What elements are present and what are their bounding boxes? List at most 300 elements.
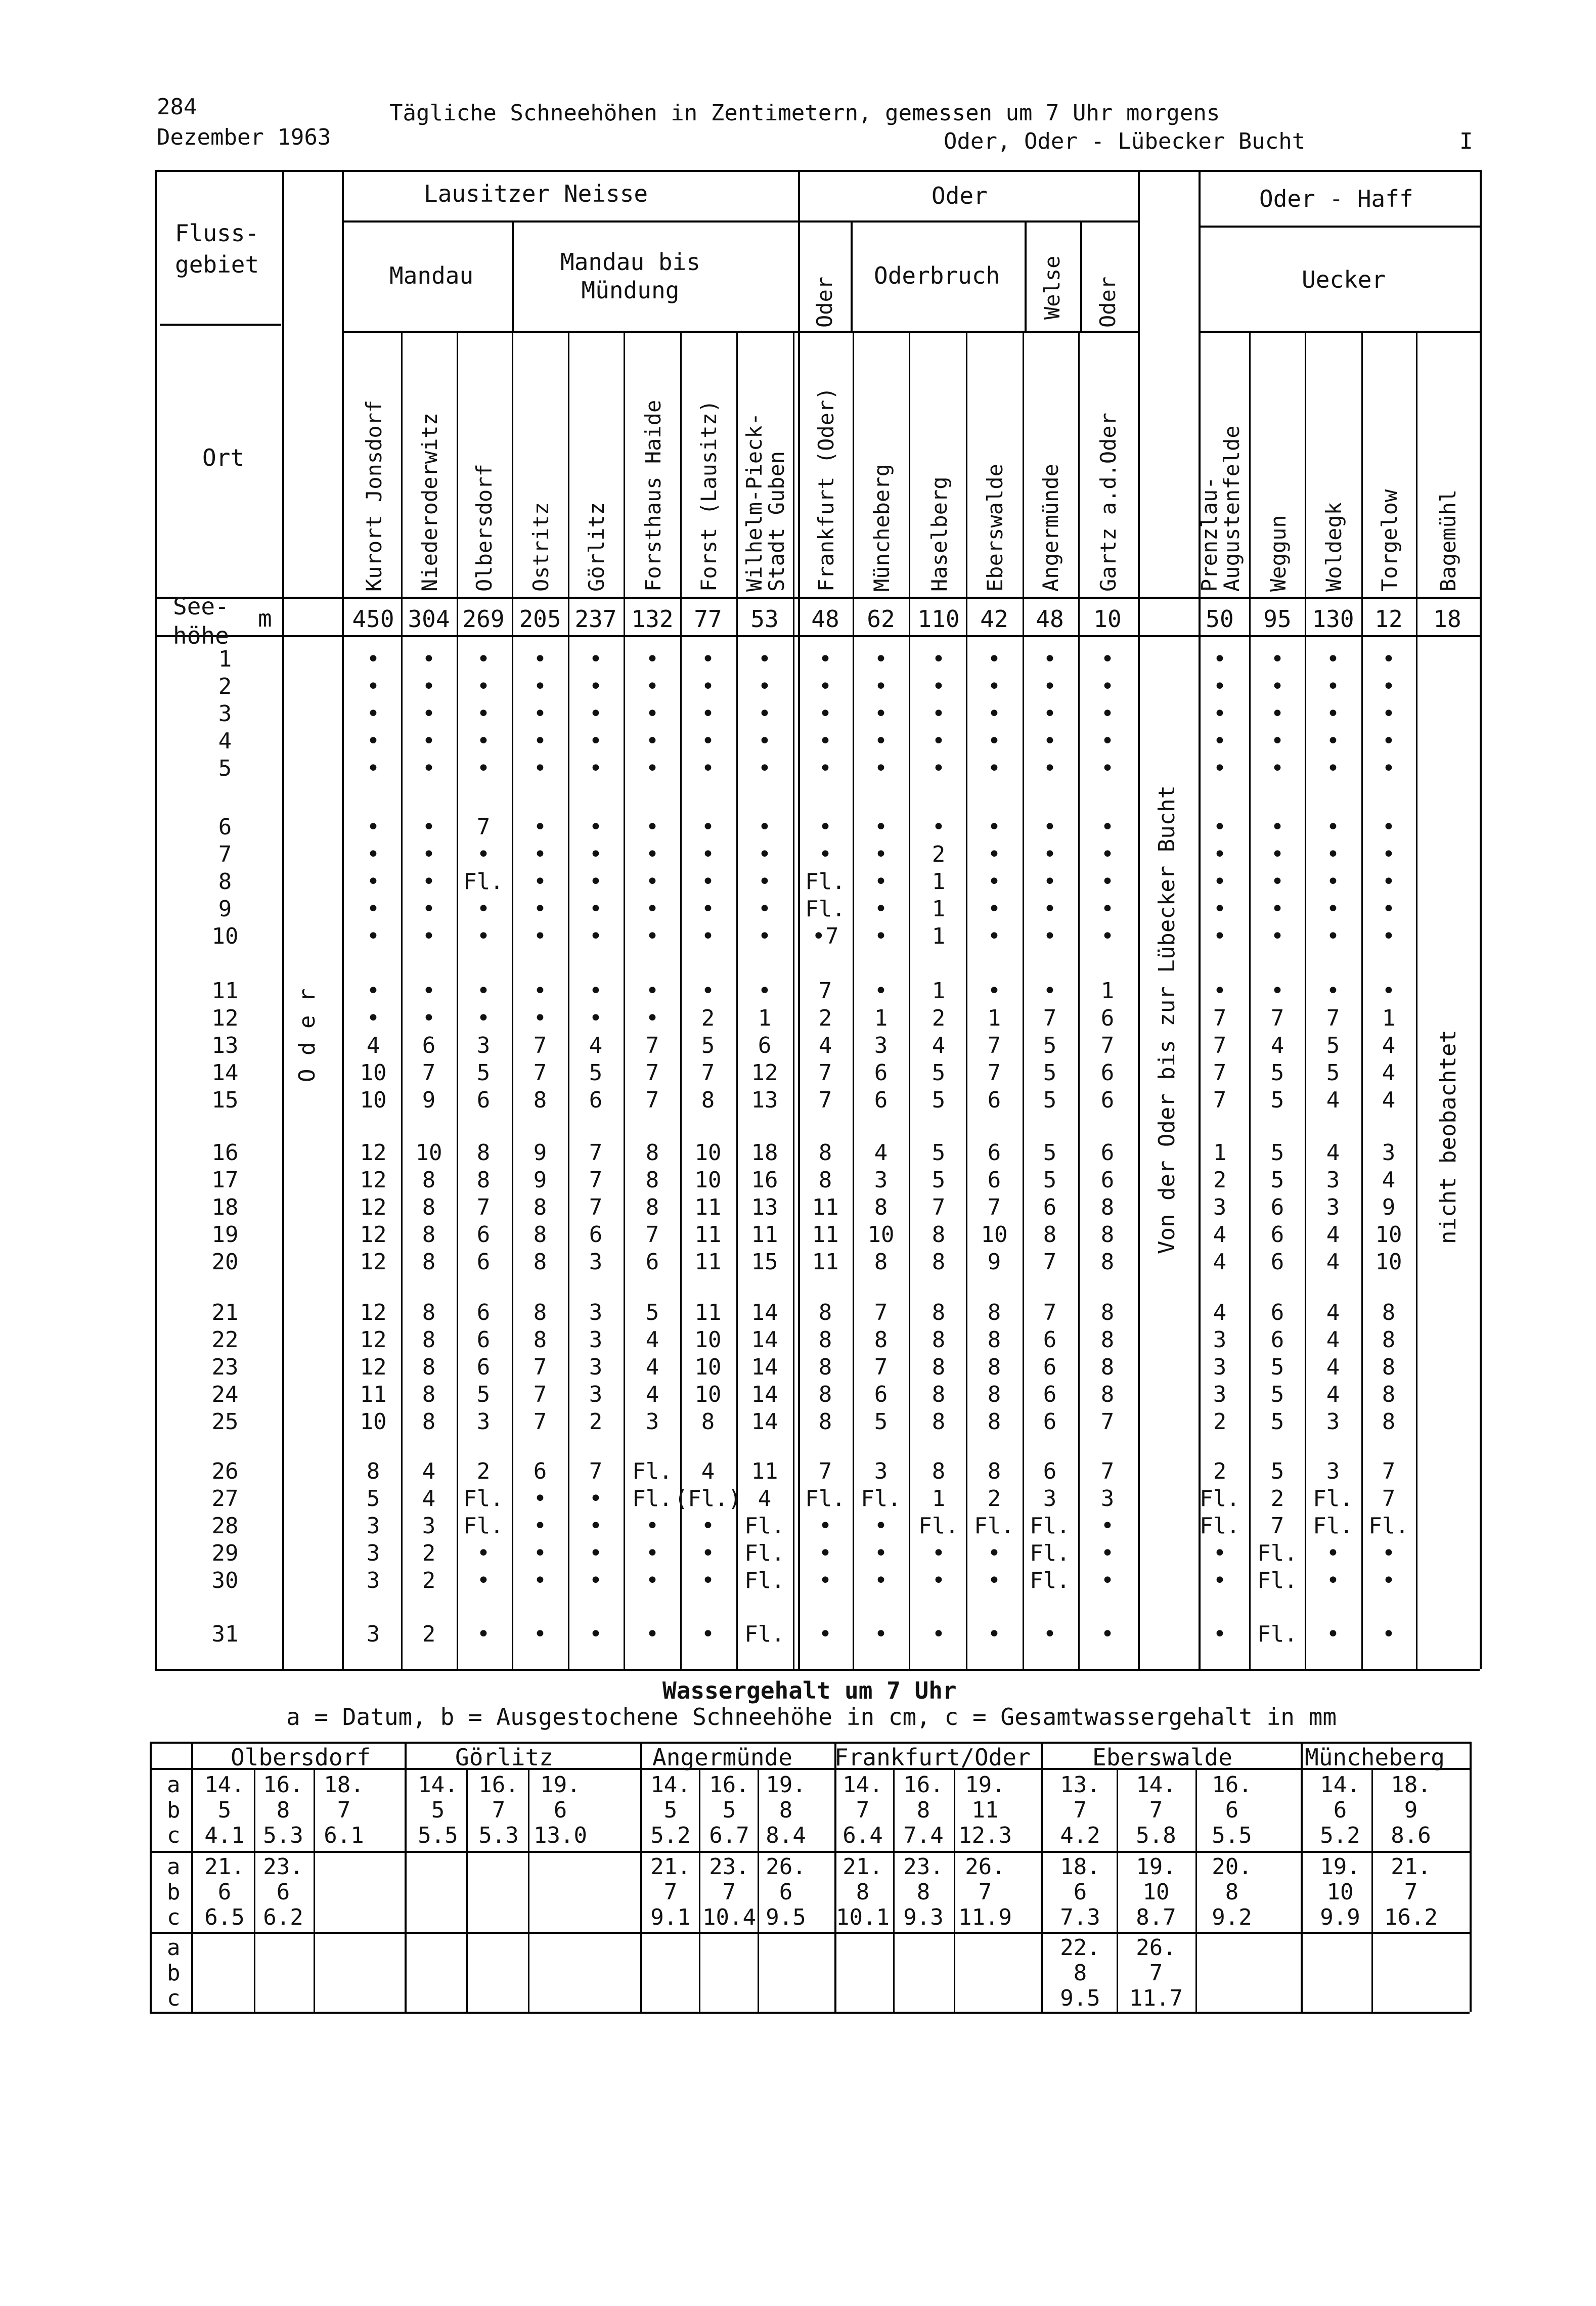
snow-depth-cell: 8 (818, 1300, 832, 1325)
snow-depth-cell: • (987, 674, 1001, 699)
snow-depth-cell: Fl. (918, 1513, 959, 1539)
day-label: 16 (211, 1140, 239, 1166)
snow-depth-cell: (Fl.) (674, 1486, 742, 1512)
snow-depth-cell: 14 (751, 1409, 778, 1435)
snow-depth-cell: • (589, 701, 603, 727)
water-value-cell: 8 (856, 1879, 870, 1905)
snow-depth-cell: 1 (932, 1486, 946, 1512)
snow-depth-cell: Fl. (1030, 1513, 1070, 1539)
snow-depth-cell: • (818, 1540, 832, 1566)
water-value-cell: 12.3 (958, 1823, 1012, 1848)
snow-depth-cell: • (422, 841, 436, 867)
water-value-cell: 8 (916, 1879, 930, 1905)
snow-depth-cell: 8 (533, 1194, 547, 1220)
snow-depth-cell: Fl. (744, 1621, 785, 1647)
snow-depth-cell: 6 (1100, 1140, 1115, 1166)
water-value-cell: 7.3 (1060, 1904, 1100, 1930)
snow-depth-cell: • (1270, 646, 1284, 672)
snow-depth-cell: • (874, 1540, 888, 1566)
snow-depth-cell: 8 (932, 1222, 946, 1248)
table-top-border (155, 170, 1480, 172)
station-name: Eberswalde (983, 464, 1007, 592)
snow-depth-cell: 4 (701, 1458, 715, 1484)
mandau-divider (512, 220, 514, 332)
group-oder-haff: Oder - Haff (1259, 185, 1413, 212)
water-value-cell: 8.6 (1391, 1823, 1431, 1848)
snow-depth-cell: • (818, 814, 832, 840)
water-subcolumn-divider (1117, 1768, 1118, 2012)
snow-depth-cell: 8 (422, 1354, 436, 1380)
station-elevation: 53 (750, 605, 779, 633)
snow-depth-cell: 8 (1382, 1354, 1396, 1380)
snow-depth-cell: • (1043, 814, 1057, 840)
snow-depth-cell: • (422, 674, 436, 699)
flussgebiet-divider (282, 170, 284, 1669)
snow-depth-cell: • (818, 1621, 832, 1647)
snow-depth-cell: 11 (694, 1249, 722, 1275)
snow-depth-cell: 5 (589, 1060, 603, 1086)
snow-depth-cell: • (1100, 701, 1115, 727)
snow-depth-cell: • (533, 756, 547, 781)
snow-depth-cell: • (1382, 1540, 1396, 1566)
snow-depth-cell: 12 (751, 1060, 778, 1086)
snow-depth-cell: • (1100, 814, 1115, 840)
snow-depth-cell: • (1326, 756, 1340, 781)
snow-depth-cell: 6 (1043, 1354, 1057, 1380)
snow-depth-cell: •7 (812, 923, 839, 949)
snow-depth-cell: 10 (1375, 1249, 1402, 1275)
oder-col-divider (342, 170, 344, 1669)
snow-depth-cell: 3 (1326, 1167, 1340, 1193)
snow-depth-cell: 11 (360, 1382, 387, 1407)
water-value-cell: 23. (903, 1854, 944, 1880)
snow-depth-cell: 7 (1213, 1060, 1227, 1086)
snow-depth-cell: 6 (589, 1222, 603, 1248)
station-elevation: 77 (694, 605, 722, 633)
group-welse: Welse (1040, 255, 1065, 320)
water-value-cell: 5.8 (1136, 1823, 1176, 1848)
station-name: Müncheberg (869, 464, 894, 592)
water-value-cell: 9.3 (903, 1904, 944, 1930)
snow-depth-cell: 6 (987, 1167, 1001, 1193)
day-label: 26 (211, 1458, 239, 1484)
snow-depth-cell: 3 (366, 1513, 380, 1539)
station-elevation: 18 (1433, 605, 1461, 633)
snow-depth-cell: • (1043, 841, 1057, 867)
water-value-cell: 23. (709, 1854, 749, 1880)
snow-depth-cell: • (701, 701, 715, 727)
station-name: Bagemühl (1436, 489, 1460, 592)
snow-depth-cell: 14 (751, 1382, 778, 1407)
snow-depth-cell: • (1043, 923, 1057, 949)
snow-depth-cell: • (645, 1540, 659, 1566)
snow-depth-cell: • (366, 814, 380, 840)
snow-depth-cell: 1 (932, 896, 946, 922)
snow-depth-cell: 4 (645, 1354, 659, 1380)
snow-depth-cell: 2 (422, 1621, 436, 1647)
day-label: 15 (211, 1087, 239, 1113)
water-value-cell: 6 (553, 1797, 567, 1823)
table-right-border (1480, 170, 1482, 1669)
snow-depth-cell: • (422, 978, 436, 1004)
snow-depth-cell: • (818, 674, 832, 699)
snow-depth-cell: • (1043, 1621, 1057, 1647)
snow-depth-cell: • (932, 701, 946, 727)
snow-depth-cell: 8 (932, 1249, 946, 1275)
snow-depth-cell: • (1382, 814, 1396, 840)
day-label: 1 (218, 646, 232, 672)
snow-depth-cell: 6 (1043, 1382, 1057, 1407)
water-value-cell: 5 (663, 1797, 678, 1823)
snow-depth-cell: 9 (1382, 1194, 1396, 1220)
water-row-label: c (167, 1823, 181, 1848)
day-label: 30 (211, 1568, 239, 1593)
snow-depth-cell: Fl. (1257, 1540, 1298, 1566)
day-label: 19 (211, 1222, 239, 1248)
snow-depth-cell: • (987, 701, 1001, 727)
snow-depth-cell: Fl. (1030, 1540, 1070, 1566)
snow-depth-cell: • (1043, 756, 1057, 781)
water-value-cell: 14. (843, 1772, 883, 1798)
water-value-cell: 14. (650, 1772, 691, 1798)
snow-depth-cell: 8 (422, 1167, 436, 1193)
snow-depth-cell: 8 (422, 1300, 436, 1325)
snow-depth-cell: • (1326, 1540, 1340, 1566)
snow-depth-cell: 8 (533, 1222, 547, 1248)
snow-depth-cell: 8 (1382, 1409, 1396, 1435)
snow-depth-cell: • (758, 923, 772, 949)
snow-depth-cell: • (758, 674, 772, 699)
snow-depth-cell: 4 (366, 1033, 380, 1058)
snow-depth-cell: 9 (533, 1140, 547, 1166)
water-subcolumn-divider (314, 1768, 315, 2012)
water-subcolumn-divider (893, 1768, 895, 2012)
water-value-cell: 6 (779, 1879, 793, 1905)
snow-depth-cell: 7 (1213, 1087, 1227, 1113)
snow-depth-cell: 2 (422, 1540, 436, 1566)
snow-depth-cell: • (589, 814, 603, 840)
snow-depth-cell: Fl. (632, 1458, 673, 1484)
snow-depth-cell: • (366, 923, 380, 949)
snow-depth-cell: • (701, 728, 715, 754)
snow-depth-cell: • (1213, 1621, 1227, 1647)
snow-depth-cell: • (589, 841, 603, 867)
water-value-cell: 13. (1060, 1772, 1100, 1798)
snow-depth-cell: 7 (645, 1033, 659, 1058)
water-label-divider (191, 1742, 193, 2012)
water-bottom-border (150, 2012, 1470, 2014)
station-name: Niederoderwitz (417, 412, 442, 592)
snow-depth-cell: 10 (694, 1354, 722, 1380)
snow-depth-cell: 6 (1100, 1087, 1115, 1113)
snow-depth-cell: 10 (694, 1382, 722, 1407)
snow-depth-cell: • (589, 923, 603, 949)
water-row-label: b (167, 1879, 181, 1905)
snow-depth-cell: • (1043, 646, 1057, 672)
snow-depth-cell: • (1043, 701, 1057, 727)
snow-depth-cell: 7 (533, 1382, 547, 1407)
water-value-cell: 5 (722, 1797, 736, 1823)
snow-depth-cell: • (818, 646, 832, 672)
water-value-cell: 21. (843, 1854, 883, 1880)
snow-depth-cell: 7 (1100, 1458, 1115, 1484)
snow-depth-cell: • (987, 646, 1001, 672)
snow-depth-cell: • (987, 756, 1001, 781)
snow-depth-cell: 6 (1100, 1005, 1115, 1031)
day-label: 22 (211, 1327, 239, 1353)
snow-depth-cell: 8 (645, 1194, 659, 1220)
water-value-cell: 8.7 (1136, 1904, 1176, 1930)
snow-depth-cell: • (1213, 896, 1227, 922)
snow-depth-cell: • (476, 1621, 491, 1647)
snow-depth-cell: 7 (1043, 1300, 1057, 1325)
snow-depth-cell: 1 (758, 1005, 772, 1031)
snow-depth-cell: 4 (1326, 1087, 1340, 1113)
snow-depth-cell: • (1213, 978, 1227, 1004)
snow-depth-cell: 3 (1326, 1458, 1340, 1484)
snow-depth-cell: 4 (1382, 1167, 1396, 1193)
day-label: 13 (211, 1033, 239, 1058)
snow-depth-cell: • (1270, 923, 1284, 949)
snow-depth-cell: 7 (422, 1060, 436, 1086)
snow-depth-cell: • (932, 814, 946, 840)
snow-depth-cell: 8 (476, 1140, 491, 1166)
snow-depth-cell: 6 (533, 1458, 547, 1484)
snow-depth-cell: • (1043, 978, 1057, 1004)
snow-depth-cell: • (1270, 674, 1284, 699)
snow-depth-cell: 4 (1213, 1249, 1227, 1275)
snow-depth-cell: • (701, 646, 715, 672)
snow-depth-cell: • (476, 646, 491, 672)
snow-depth-cell: • (987, 869, 1001, 895)
snow-depth-cell: • (589, 1621, 603, 1647)
station-name: Olbersdorf (472, 464, 497, 592)
station-elevation: 50 (1206, 605, 1234, 633)
snow-depth-cell: 7 (932, 1194, 946, 1220)
snow-depth-cell: 10 (694, 1167, 722, 1193)
snow-depth-cell: • (366, 728, 380, 754)
snow-depth-cell: • (1382, 923, 1396, 949)
station-name: Ostritz (528, 502, 553, 592)
snow-depth-cell: 9 (533, 1167, 547, 1193)
snow-depth-cell: 8 (932, 1382, 946, 1407)
snow-depth-cell: • (1213, 674, 1227, 699)
snow-depth-cell: 14 (751, 1327, 778, 1353)
snow-depth-cell: 8 (874, 1194, 888, 1220)
station-elevation: 62 (867, 605, 895, 633)
snow-depth-cell: 6 (1270, 1222, 1284, 1248)
snow-depth-cell: 12 (360, 1194, 387, 1220)
snow-depth-cell: • (818, 701, 832, 727)
snow-depth-cell: Fl. (861, 1486, 901, 1512)
snow-depth-cell: • (645, 923, 659, 949)
snow-depth-cell: 7 (589, 1167, 603, 1193)
snow-depth-cell: 5 (1043, 1060, 1057, 1086)
water-value-cell: 5.2 (1320, 1823, 1360, 1848)
water-value-cell: 26. (965, 1854, 1005, 1880)
snow-depth-cell: 7 (645, 1222, 659, 1248)
snow-depth-cell: • (1100, 869, 1115, 895)
water-value-cell: 8 (779, 1797, 793, 1823)
water-value-cell: 7 (1149, 1797, 1163, 1823)
water-value-cell: 9.5 (1060, 1985, 1100, 2011)
snow-depth-cell: 5 (701, 1033, 715, 1058)
snow-depth-cell: • (701, 1513, 715, 1539)
snow-depth-cell: • (1213, 814, 1227, 840)
snow-depth-cell: 11 (812, 1249, 839, 1275)
water-value-cell: 9.2 (1212, 1904, 1252, 1930)
day-label: 3 (218, 701, 232, 727)
snow-depth-cell: 3 (1213, 1194, 1227, 1220)
water-value-cell: 14. (1136, 1772, 1176, 1798)
snow-depth-cell: 4 (1326, 1354, 1340, 1380)
oder-side-label: O d e r (294, 988, 320, 1082)
water-right-border (1470, 1742, 1472, 2012)
snow-depth-cell: • (1270, 978, 1284, 1004)
snow-depth-cell: 7 (476, 1194, 491, 1220)
snow-depth-cell: 3 (1326, 1194, 1340, 1220)
water-value-cell: 4.2 (1060, 1823, 1100, 1848)
water-value-cell: 6 (1333, 1797, 1347, 1823)
snow-depth-cell: • (758, 701, 772, 727)
group-underline-1 (342, 220, 1138, 223)
snow-depth-cell: • (932, 674, 946, 699)
unit-meter: m (258, 605, 272, 632)
snow-depth-cell: • (818, 728, 832, 754)
snow-depth-cell: • (701, 814, 715, 840)
ort-header: Ort (202, 444, 245, 471)
snow-depth-cell: 3 (589, 1327, 603, 1353)
snow-depth-cell: 8 (422, 1249, 436, 1275)
snow-depth-cell: 6 (987, 1087, 1001, 1113)
snow-depth-cell: • (1382, 1621, 1396, 1647)
water-subcolumn-divider (528, 1768, 529, 2012)
snow-depth-cell: • (987, 1621, 1001, 1647)
snow-depth-cell: 10 (415, 1140, 442, 1166)
group-oderbruch: Oderbruch (874, 262, 1000, 289)
subgroup-underline-2 (1199, 331, 1480, 333)
snow-depth-cell: • (701, 923, 715, 949)
snow-depth-cell: 7 (987, 1033, 1001, 1058)
snow-depth-cell: 4 (1326, 1222, 1340, 1248)
snow-depth-cell: • (422, 896, 436, 922)
snow-depth-cell: • (1270, 756, 1284, 781)
snow-depth-cell: • (1213, 923, 1227, 949)
snow-depth-cell: • (874, 896, 888, 922)
snow-depth-cell: • (1213, 1540, 1227, 1566)
snow-depth-cell: • (1213, 869, 1227, 895)
snow-depth-cell: • (533, 646, 547, 672)
snow-depth-cell: • (1100, 896, 1115, 922)
snow-depth-cell: 5 (1270, 1087, 1284, 1113)
snow-depth-cell: 11 (751, 1458, 778, 1484)
snow-depth-cell: 7 (818, 1087, 832, 1113)
snow-depth-cell: 8 (874, 1249, 888, 1275)
station-name: Forst (Lausitz) (696, 400, 721, 592)
not-observed-label: nicht beobachtet (1435, 1030, 1461, 1244)
snow-depth-cell: 10 (1375, 1222, 1402, 1248)
snow-depth-cell: 8 (818, 1140, 832, 1166)
day-label: 18 (211, 1194, 239, 1220)
station-elevation: 12 (1375, 605, 1403, 633)
water-value-cell: 26. (1136, 1935, 1176, 1961)
snow-depth-cell: • (476, 841, 491, 867)
snow-depth-cell: 2 (1213, 1167, 1227, 1193)
snow-depth-cell: 7 (533, 1409, 547, 1435)
water-value-cell: 4.1 (204, 1823, 245, 1848)
snow-depth-cell: 8 (1100, 1300, 1115, 1325)
snow-depth-cell: • (987, 1568, 1001, 1593)
snow-depth-cell: 6 (476, 1354, 491, 1380)
water-value-cell: 9.5 (766, 1904, 806, 1930)
snow-depth-cell: 16 (751, 1167, 778, 1193)
snow-depth-cell: • (533, 674, 547, 699)
snow-depth-cell: 4 (874, 1140, 888, 1166)
snow-depth-cell: • (533, 978, 547, 1004)
snow-depth-cell: 3 (874, 1033, 888, 1058)
day-label: 17 (211, 1167, 239, 1193)
snow-depth-cell: 3 (476, 1033, 491, 1058)
snow-depth-cell: • (422, 869, 436, 895)
snow-depth-cell: • (701, 674, 715, 699)
snow-depth-cell: 8 (987, 1354, 1001, 1380)
water-station-name: Müncheberg (1305, 1744, 1445, 1771)
snow-depth-cell: 13 (751, 1087, 778, 1113)
snow-depth-cell: 2 (701, 1005, 715, 1031)
snow-depth-cell: 8 (476, 1167, 491, 1193)
snow-depth-cell: • (1382, 674, 1396, 699)
station-name: Frankfurt (Oder) (814, 387, 838, 592)
snow-depth-cell: 3 (1382, 1140, 1396, 1166)
snow-depth-cell: 5 (645, 1300, 659, 1325)
snow-depth-cell: 2 (476, 1458, 491, 1484)
snow-depth-cell: • (422, 646, 436, 672)
station-elevation: 304 (408, 605, 450, 633)
snow-depth-cell: 4 (1213, 1300, 1227, 1325)
water-value-cell: 9.1 (650, 1904, 691, 1930)
water-value-cell: 6.5 (204, 1904, 245, 1930)
snow-depth-cell: 4 (645, 1382, 659, 1407)
snow-depth-cell: 2 (987, 1486, 1001, 1512)
snow-depth-cell: 5 (1043, 1167, 1057, 1193)
snow-depth-cell: 14 (751, 1300, 778, 1325)
oder-sub-divider-1 (851, 220, 853, 332)
snow-depth-cell: • (1213, 701, 1227, 727)
snow-depth-cell: 5 (1043, 1140, 1057, 1166)
station-name: Prenzlau- Augustenfelde (1197, 425, 1244, 592)
snow-depth-cell: • (589, 1005, 603, 1031)
water-value-cell: 5.3 (263, 1823, 303, 1848)
snow-depth-cell: • (987, 814, 1001, 840)
water-row-label: c (167, 1904, 181, 1930)
snow-depth-cell: • (1100, 646, 1115, 672)
snow-depth-cell: • (1382, 728, 1396, 754)
snow-depth-cell: • (701, 869, 715, 895)
station-elevation: 205 (519, 605, 561, 633)
snow-depth-cell: 6 (476, 1087, 491, 1113)
snow-depth-cell: 6 (1270, 1194, 1284, 1220)
snow-depth-cell: • (645, 1513, 659, 1539)
day-label: 12 (211, 1005, 239, 1031)
page-date: Dezember 1963 (157, 124, 331, 150)
snow-depth-cell: • (758, 756, 772, 781)
snow-depth-cell: • (818, 1568, 832, 1593)
snow-depth-cell: 8 (422, 1194, 436, 1220)
snow-depth-cell: • (645, 701, 659, 727)
snow-depth-cell: 4 (1326, 1249, 1340, 1275)
snow-depth-cell: • (533, 1486, 547, 1512)
station-elevation: 95 (1263, 605, 1292, 633)
